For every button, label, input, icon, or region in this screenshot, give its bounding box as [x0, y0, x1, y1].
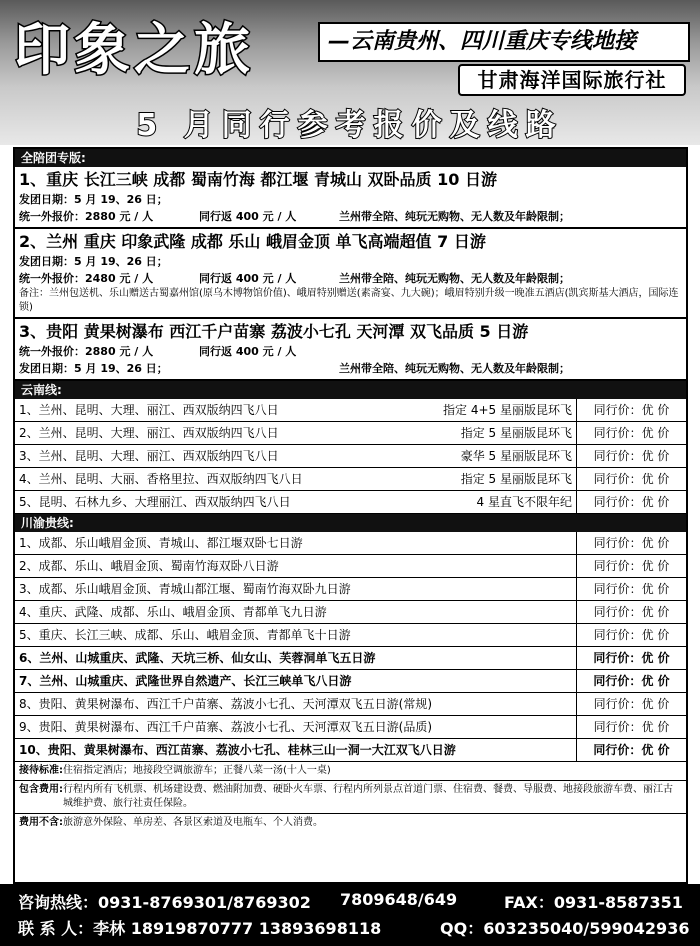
report-title: 5 月同行参考报价及线路 [136, 108, 564, 143]
route-name: 7、兰州、山城重庆、武隆世界自然遗产、长江三峡单飞八日游 [19, 674, 352, 688]
tour-date [19, 253, 680, 270]
qq-number: 603235040/599042936 [483, 919, 690, 938]
tour-policy: 兰州带全陪、纯玩无购物、无人数及年龄限制； [339, 272, 570, 285]
route-price: 同行价：优 价 [576, 647, 686, 669]
section-header-sichuan: 川渝贵线: [15, 514, 686, 532]
route-name: 2、兰州、昆明、大理、丽江、西双版纳四飞八日 [19, 426, 279, 440]
tour-title: 1、重庆 长江三峡 成都 蜀南竹海 都江堰 青城山 双卧品质 10 日游 [19, 170, 497, 189]
route-price: 同行价：优 价 [576, 555, 686, 577]
route-price: 同行价：优 价 [576, 670, 686, 692]
route-price: 同行价：优 价 [576, 739, 686, 761]
route-name: 5、重庆、长江三峡、成都、乐山、峨眉金顶、青都单飞十日游 [19, 628, 351, 642]
contact-label: 联 系 人： [18, 919, 94, 938]
tour-price-line [19, 208, 680, 225]
route-name: 2、成都、乐山、峨眉金顶、蜀南竹海双卧八日游 [19, 559, 279, 573]
fax-label: FAX： [504, 893, 554, 912]
table-row [15, 399, 686, 422]
table-row [15, 468, 686, 491]
route-price: 同行价：优 价 [576, 624, 686, 646]
qq [440, 916, 689, 939]
route-name: 3、成都、乐山峨眉金顶、青城山都江堰、蜀南竹海双卧九日游 [19, 582, 351, 596]
tour-policy: 兰州带全陪、纯玩无购物、无人数及年龄限制； [339, 210, 570, 223]
hotline-number: 0931-8769301/8769302 [98, 893, 311, 912]
route-name: 10、贵阳、黄果树瀑布、西江苗寨、荔波小七孔、桂林三山一洞一大江双飞八日游 [19, 743, 456, 757]
info-text: 旅游意外保险、单房差、各景区索道及电瓶车、个人消费。 [63, 817, 323, 828]
route-hotel: 指定 5 星丽版昆环飞 [460, 472, 572, 486]
route-name: 9、贵阳、黄果树瀑布、西江千户苗寨、荔波小七孔、天河潭双飞五日游(品质) [19, 720, 433, 734]
table-row [15, 578, 686, 601]
brand-subtitle: —云南贵州、四川重庆专线地接 [318, 22, 690, 62]
fax-number: 0931-8587351 [553, 893, 683, 912]
route-name: 6、兰州、山城重庆、武隆、天坑三桥、仙女山、芙蓉洞单飞五日游 [19, 651, 376, 665]
route-name: 4、重庆、武隆、成都、乐山、峨眉金顶、青都单飞九日游 [19, 605, 327, 619]
tour-price: 统一外报价：2480 元 / 人 [19, 272, 154, 285]
fax [504, 890, 683, 913]
route-hotel: 4 星直飞不限年纪 [476, 495, 572, 509]
sichuan-list [15, 532, 686, 762]
tour-date-text: 发团日期：5 月 19、26 日； [19, 362, 168, 375]
hotline-number-2: 7809648/649 [340, 890, 458, 909]
tour-2 [15, 229, 686, 319]
table-row [15, 716, 686, 739]
agency-name: 甘肃海洋国际旅行社 [458, 64, 686, 96]
tour-date-text: 发团日期：5 月 19、26 日； [19, 193, 168, 206]
tour-3 [15, 319, 686, 381]
tour-title: 2、兰州 重庆 印象武隆 成都 乐山 峨眉金顶 单飞高端超值 7 日游 [19, 232, 486, 251]
route-price: 同行价：优 价 [576, 693, 686, 715]
section-header-yunnan: 云南线: [15, 381, 686, 399]
contact [18, 916, 381, 939]
excluded-fees [15, 814, 686, 832]
info-label: 费用不含: [19, 817, 63, 828]
route-price: 同行价：优 价 [576, 422, 686, 444]
tour-note: 备注：兰州包送机、乐山赠送古蜀嘉州馆(原乌木博物馆价值)、峨眉特别赠送(素斋宴、九大碗)；峨眉特别升级一晚准五酒店(凯宾斯基大酒店，国际连锁) [19, 288, 679, 313]
route-hotel: 指定 4+5 星丽版昆环飞 [443, 403, 572, 417]
info-label: 接待标准: [19, 765, 63, 776]
tour-price-line [19, 270, 680, 287]
info-text: 行程内所有飞机票、机场建设费、燃油附加费、硬卧火车票、行程内所列景点首道门票、住宿费、餐费、导服费、地接段旅游车费、丽江古城维护费、旅行社责任保险。 [63, 784, 673, 809]
route-name: 8、贵阳、黄果树瀑布、西江千户苗寨、荔波小七孔、天河潭双飞五日游(常规) [19, 697, 433, 711]
table-row [15, 624, 686, 647]
route-price: 同行价：优 价 [576, 399, 686, 421]
tour-date-text: 发团日期：5 月 19、26 日； [19, 255, 168, 268]
header [0, 0, 700, 145]
table-row [15, 693, 686, 716]
footer [0, 884, 700, 946]
route-price: 同行价：优 价 [576, 468, 686, 490]
tour-policy: 兰州带全陪、纯玩无购物、无人数及年龄限制； [339, 362, 570, 375]
table-row [15, 445, 686, 468]
tour-1 [15, 167, 686, 229]
info-label: 包含费用: [19, 784, 63, 795]
route-name: 3、兰州、昆明、大理、丽江、西双版纳四飞八日 [19, 449, 279, 463]
route-price: 同行价：优 价 [576, 716, 686, 738]
table-row [15, 739, 686, 762]
route-name: 1、成都、乐山峨眉金顶、青城山、都江堰双卧七日游 [19, 536, 303, 550]
route-price: 同行价：优 价 [576, 532, 686, 554]
route-hotel: 豪华 5 星丽版昆环飞 [460, 449, 572, 463]
brand-title: 印象之旅 [14, 18, 254, 83]
tour-date [19, 360, 680, 377]
table-row [15, 491, 686, 514]
hotline-label: 咨询热线： [18, 893, 99, 912]
route-table [13, 147, 688, 884]
reception-standard [15, 762, 686, 781]
route-price: 同行价：优 价 [576, 445, 686, 467]
route-price: 同行价：优 价 [576, 578, 686, 600]
tour-price: 统一外报价：2880 元 / 人 [19, 210, 154, 223]
table-row [15, 601, 686, 624]
route-price: 同行价：优 价 [576, 601, 686, 623]
yunnan-list [15, 399, 686, 514]
route-name: 1、兰州、昆明、大理、丽江、西双版纳四飞八日 [19, 403, 279, 417]
table-row [15, 647, 686, 670]
tour-rebate: 同行返 400 元 / 人 [199, 272, 297, 285]
qq-label: QQ： [440, 919, 484, 938]
route-price: 同行价：优 价 [576, 491, 686, 513]
contact-info: 李林 18919870777 13893698118 [93, 919, 382, 938]
tour-price: 统一外报价：2880 元 / 人 [19, 345, 154, 358]
section-header-all: 全陪团专版: [15, 149, 686, 167]
tour-price-line [19, 343, 680, 360]
route-hotel: 指定 5 星丽版昆环飞 [460, 426, 572, 440]
tour-rebate: 同行返 400 元 / 人 [199, 345, 297, 358]
included-fees [15, 781, 686, 814]
tour-rebate: 同行返 400 元 / 人 [199, 210, 297, 223]
tour-title: 3、贵阳 黄果树瀑布 西江千户苗寨 荔波小七孔 天河潭 双飞品质 5 日游 [19, 322, 529, 341]
table-row [15, 532, 686, 555]
hotline [18, 890, 311, 913]
route-name: 4、兰州、昆明、大丽、香格里拉、西双版纳四飞八日 [19, 472, 303, 486]
info-text: 住宿指定酒店；地接段空调旅游车；正餐八菜一汤(十人一桌) [63, 765, 331, 776]
route-name: 5、昆明、石林九乡、大理丽江、西双版纳四飞八日 [19, 495, 291, 509]
table-row [15, 555, 686, 578]
table-row [15, 422, 686, 445]
table-row [15, 670, 686, 693]
tour-date [19, 191, 680, 208]
